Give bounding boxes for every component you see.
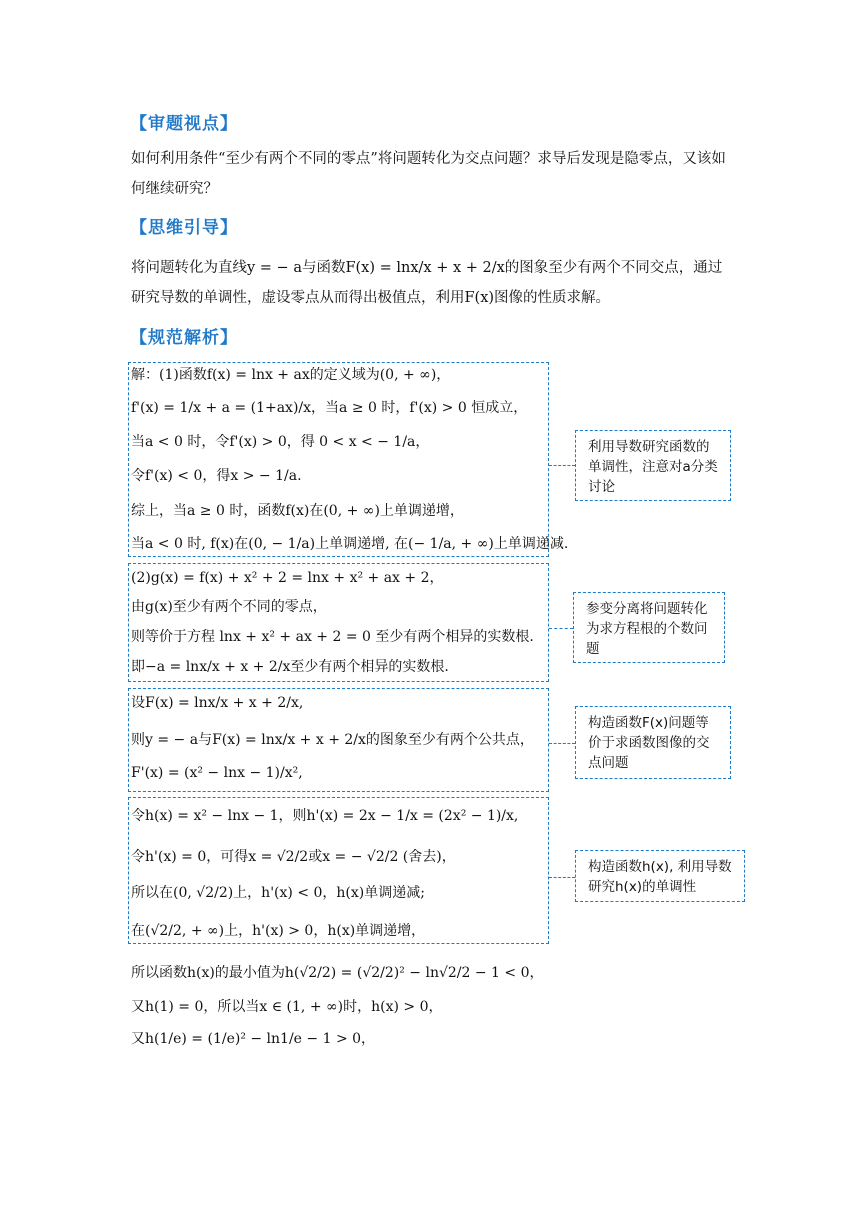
solution-line: (2)g(x) = f(x) + x² + 2 = lnx + x² + ax + 2， bbox=[131, 570, 444, 586]
note-monotonicity: 利用导数研究函数的单调性，注意对a分类讨论 bbox=[575, 430, 731, 501]
solution-line: 所以在(0, √2/2)上，h'(x) < 0，h(x)单调递减; bbox=[131, 885, 425, 901]
heading-solution: 【规范解析】 bbox=[130, 328, 238, 348]
solution-line: 解：(1)函数f(x) = lnx + ax的定义域为(0, + ∞)， bbox=[131, 367, 451, 383]
solution-line: 设F(x) = lnx/x + x + 2/x, bbox=[131, 695, 304, 711]
solution-line: 当a < 0 时, f(x)在(0, − 1/a)上单调递增, 在(− 1/a, + ∞)上单调递减. bbox=[131, 536, 569, 552]
solution-block-1 bbox=[128, 362, 549, 557]
connector-3 bbox=[549, 743, 575, 744]
solution-line: 令h'(x) = 0，可得x = √2/2或x = − √2/2 (舍去)， bbox=[131, 849, 456, 865]
connector-4 bbox=[549, 877, 575, 878]
heading-thinking: 【思维引导】 bbox=[130, 218, 238, 238]
solution-line: 则y = − a与F(x) = lnx/x + x + 2/x的图象至少有两个公共点， bbox=[131, 732, 534, 748]
thinking-text: 将问题转化为直线y = − a与函数F(x) = lnx/x + x + 2/x的图象至少有两个不同交点，通过研究导数的单调性，虚设零点从而得出极值点，利用F(x)图像的性质求解。 bbox=[131, 260, 723, 306]
solution-line: 即−a = lnx/x + x + 2/x至少有两个相异的实数根. bbox=[131, 659, 449, 675]
solution-line: f'(x) = 1/x + a = (1+ax)/x，当a ≥ 0 时，f'(x) > 0 恒成立， bbox=[131, 400, 528, 416]
solution-line: 又h(1/e) = (1/e)² − ln1/e − 1 > 0， bbox=[131, 1031, 376, 1047]
connector-2 bbox=[549, 628, 573, 629]
review-text: 如何利用条件“至少有两个不同的零点”将问题转化为交点问题？求导后发现是隐零点，又该如何继续研究？ bbox=[131, 151, 726, 197]
solution-line: 令h(x) = x² − lnx − 1，则h'(x) = 2x − 1/x = (2x² − 1)/x, bbox=[131, 808, 519, 824]
solution-line: 综上，当a ≥ 0 时，函数f(x)在(0, + ∞)上单调递增， bbox=[131, 503, 464, 519]
solution-line: 当a < 0 时，令f'(x) > 0，得 0 < x < − 1/a， bbox=[131, 434, 430, 450]
note-separation: 参变分离将问题转化为求方程根的个数问题 bbox=[573, 592, 725, 663]
solution-line: F'(x) = (x² − lnx − 1)/x², bbox=[131, 765, 303, 781]
connector-1 bbox=[549, 465, 575, 466]
note-construct-h: 构造函数h(x), 利用导数研究h(x)的单调性 bbox=[575, 850, 745, 902]
solution-line: 在(√2/2, + ∞)上，h'(x) > 0，h(x)单调递增， bbox=[131, 923, 426, 939]
heading-review: 【审题视点】 bbox=[130, 114, 238, 134]
solution-line: 则等价于方程 lnx + x² + ax + 2 = 0 至少有两个相异的实数根. bbox=[131, 629, 534, 645]
solution-line: 所以函数h(x)的最小值为h(√2/2) = (√2/2)² − ln√2/2 − 1 < 0， bbox=[131, 965, 544, 981]
solution-line: 令f'(x) < 0，得x > − 1/a. bbox=[131, 468, 302, 484]
solution-line: 由g(x)至少有两个不同的零点， bbox=[131, 599, 327, 615]
solution-line: 又h(1) = 0，所以当x ∈ (1, + ∞)时，h(x) > 0， bbox=[131, 999, 443, 1015]
note-construct-F: 构造函数F(x)问题等价于求函数图像的交点问题 bbox=[575, 706, 731, 779]
